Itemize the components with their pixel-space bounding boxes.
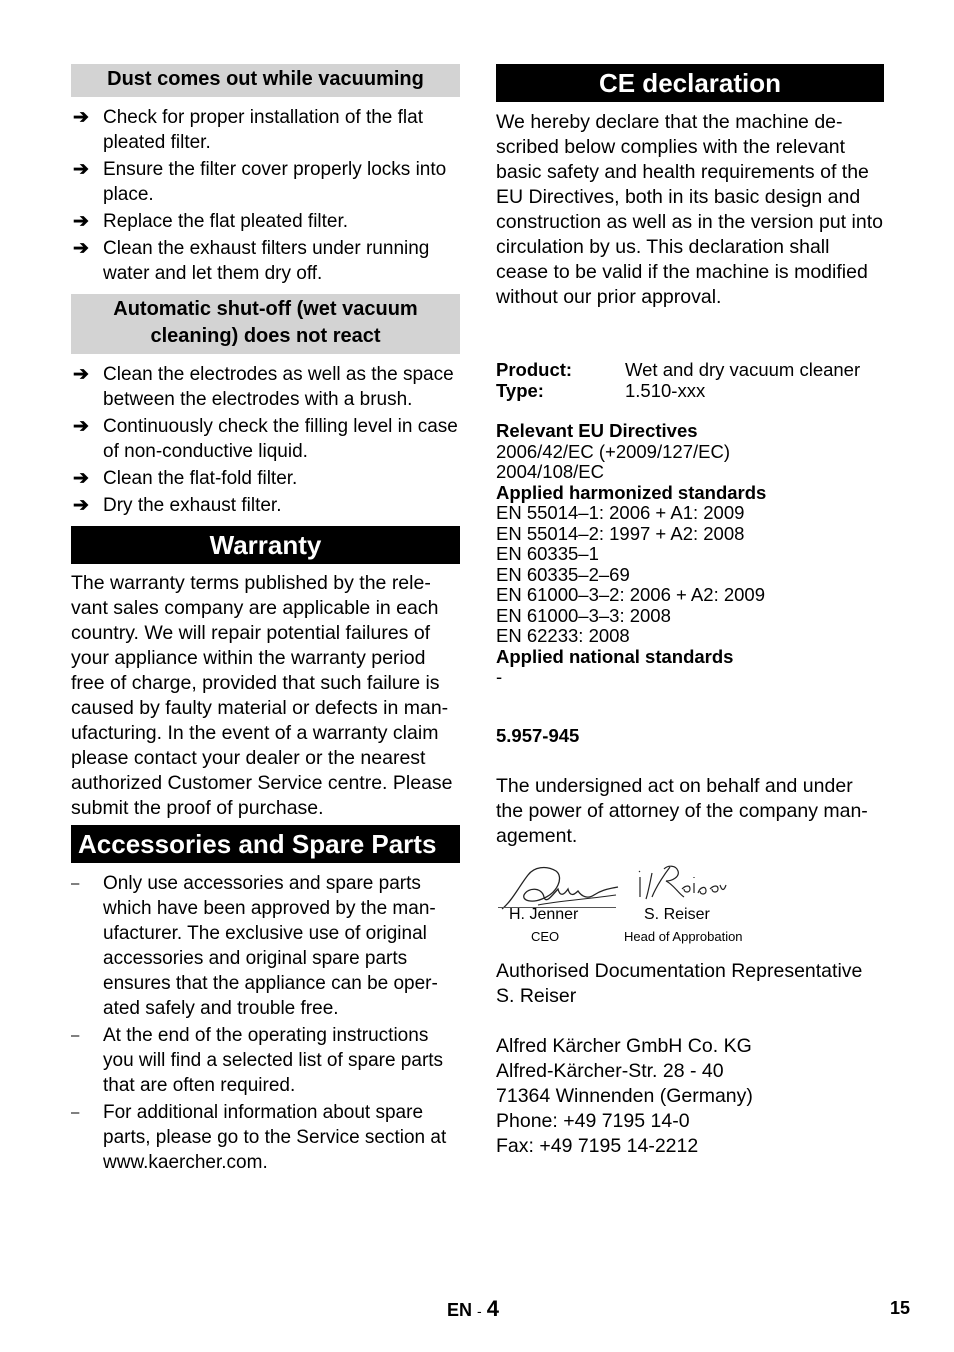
ce-intro: We hereby declare that the machine de-scribed below complies with the relevant basic safety and health requirements of the EU Directives, both in its basic design and construction as well as in the version put into circulation by us. This declaration shall cease to be valid if the machine is modified without our prior approval. [496,111,883,308]
address-line: Alfred Kärcher GmbH Co. KG [496,1035,752,1057]
representative [496,959,884,1009]
directive-item: 2006/42/EC (+2009/127/EC) [496,440,730,462]
list-item: – For additional information about spare parts, please go to the Service section at www.kaercher.com. [71,1102,447,1173]
directives-label: Relevant EU Directives [496,420,698,441]
signer1-role: CEO [531,929,560,944]
arrow-right-icon: ➔ [73,364,89,385]
undersigned-text: The undersigned act on behalf and under the power of attorney of the company man-agement. [496,775,868,847]
dash-icon: – [71,875,80,892]
signer2-role: Head of Approbation [624,929,743,944]
dash-icon: – [71,1027,80,1044]
list-item: ➔ Check for proper installation of the flat pleated filter. [73,107,424,153]
arrow-right-icon: ➔ [73,159,89,180]
arrow-right-icon: ➔ [73,238,89,259]
document-number: 5.957-945 [496,724,580,746]
signature-reiser [634,863,729,905]
arrow-right-icon: ➔ [73,468,89,489]
list-item: ➔ Clean the exhaust filters under running water and let them dry off. [73,238,430,284]
product-info [496,360,884,401]
dust-list [71,105,460,286]
list-item: ➔ Dry the exhaust filter. [73,495,282,516]
product-value: Wet and dry vacuum cleaner [625,359,861,380]
national-label: Applied national standards [496,645,734,667]
signer1-name: H. Jenner [509,906,579,923]
type-label: Type: [496,379,544,401]
standard-item: EN 61000–3–3: 2008 [496,604,671,626]
address-line: 71364 Winnenden (Germany) [496,1085,753,1107]
standard-item: EN 62233: 2008 [496,625,630,646]
signatures [496,863,884,959]
arrow-right-icon: ➔ [73,495,89,516]
dash-icon: – [71,1104,80,1121]
shutoff-list [71,362,460,518]
harmonized-label: Applied harmonized standards [496,481,767,503]
ce-heading: CE declaration [496,64,884,102]
dust-heading: Dust comes out while vacuuming [71,64,460,97]
arrow-right-icon: ➔ [73,416,89,437]
standards-block [496,421,884,688]
list-item: – At the end of the operating instructions you will find a selected list of spare parts that are often required. [71,1025,444,1096]
product-row [496,360,884,381]
national-value: - [496,666,503,687]
list-item: ➔ Clean the flat-fold filter. [73,468,298,489]
footer-dash: - [477,1303,482,1319]
arrow-right-icon: ➔ [73,211,89,232]
product-label: Product: [496,359,573,380]
accessories-heading: Accessories and Spare Parts [71,825,460,863]
standard-item: EN 55014–2: 1997 + A2: 2008 [496,522,745,544]
address-line: Fax: +49 7195 14-2212 [496,1135,699,1157]
signer2-name: S. Reiser [644,906,710,923]
footer-section-label [447,1296,499,1322]
page-number: 15 [890,1298,911,1318]
standard-item: EN 55014–1: 2006 + A1: 2009 [496,502,745,523]
standard-item: EN 60335–1 [496,543,599,564]
accessories-list [71,871,460,1175]
shutoff-heading: Automatic shut-off (wet vacuum cleaning) does not react [71,294,460,354]
list-item: ➔ Clean the electrodes as well as the space between the electrodes with a brush. [73,364,454,410]
right-column [496,64,884,1159]
standard-item: EN 61000–3–2: 2006 + A2: 2009 [496,584,765,605]
type-row [496,381,884,402]
address-line: Alfred-Kärcher-Str. 28 - 40 [496,1060,724,1082]
list-item: ➔ Continuously check the filling level in case of non-conductive liquid. [73,416,458,462]
address-line: Phone: +49 7195 14-0 [496,1110,690,1132]
footer-lang: EN [447,1300,473,1320]
list-item: – Only use accessories and spare parts which have been approved by the man-ufacturer. The exclusive use of original accessories and original spare parts ensures that the appliance can be oper-ated safely and trouble free. [71,873,438,1019]
arrow-right-icon: ➔ [73,107,89,128]
warranty-text: The warranty terms published by the rele-vant sales company are applicable in each country. We will repair potential failures of your appliance within the warranty period free of charge, provided that such failure is caused by faulty material or defects in man-ufacturing. In the event of a warranty claim please contact your dealer or the nearest authorized Customer Service centre. Please submit the proof of purchase. [71,572,453,819]
left-column [71,64,460,1175]
company-address [496,1034,884,1159]
directive-item: 2004/108/EC [496,461,605,482]
list-item: ➔ Ensure the filter cover properly locks into place. [73,159,447,205]
warranty-heading: Warranty [71,526,460,564]
list-item: ➔ Replace the flat pleated filter. [73,211,349,232]
footer-section-page: 4 [486,1296,499,1321]
representative-title: Authorised Documentation Representative [496,960,863,982]
standard-item: EN 60335–2–69 [496,563,630,585]
representative-name: S. Reiser [496,985,577,1007]
type-value: 1.510-xxx [625,379,706,401]
